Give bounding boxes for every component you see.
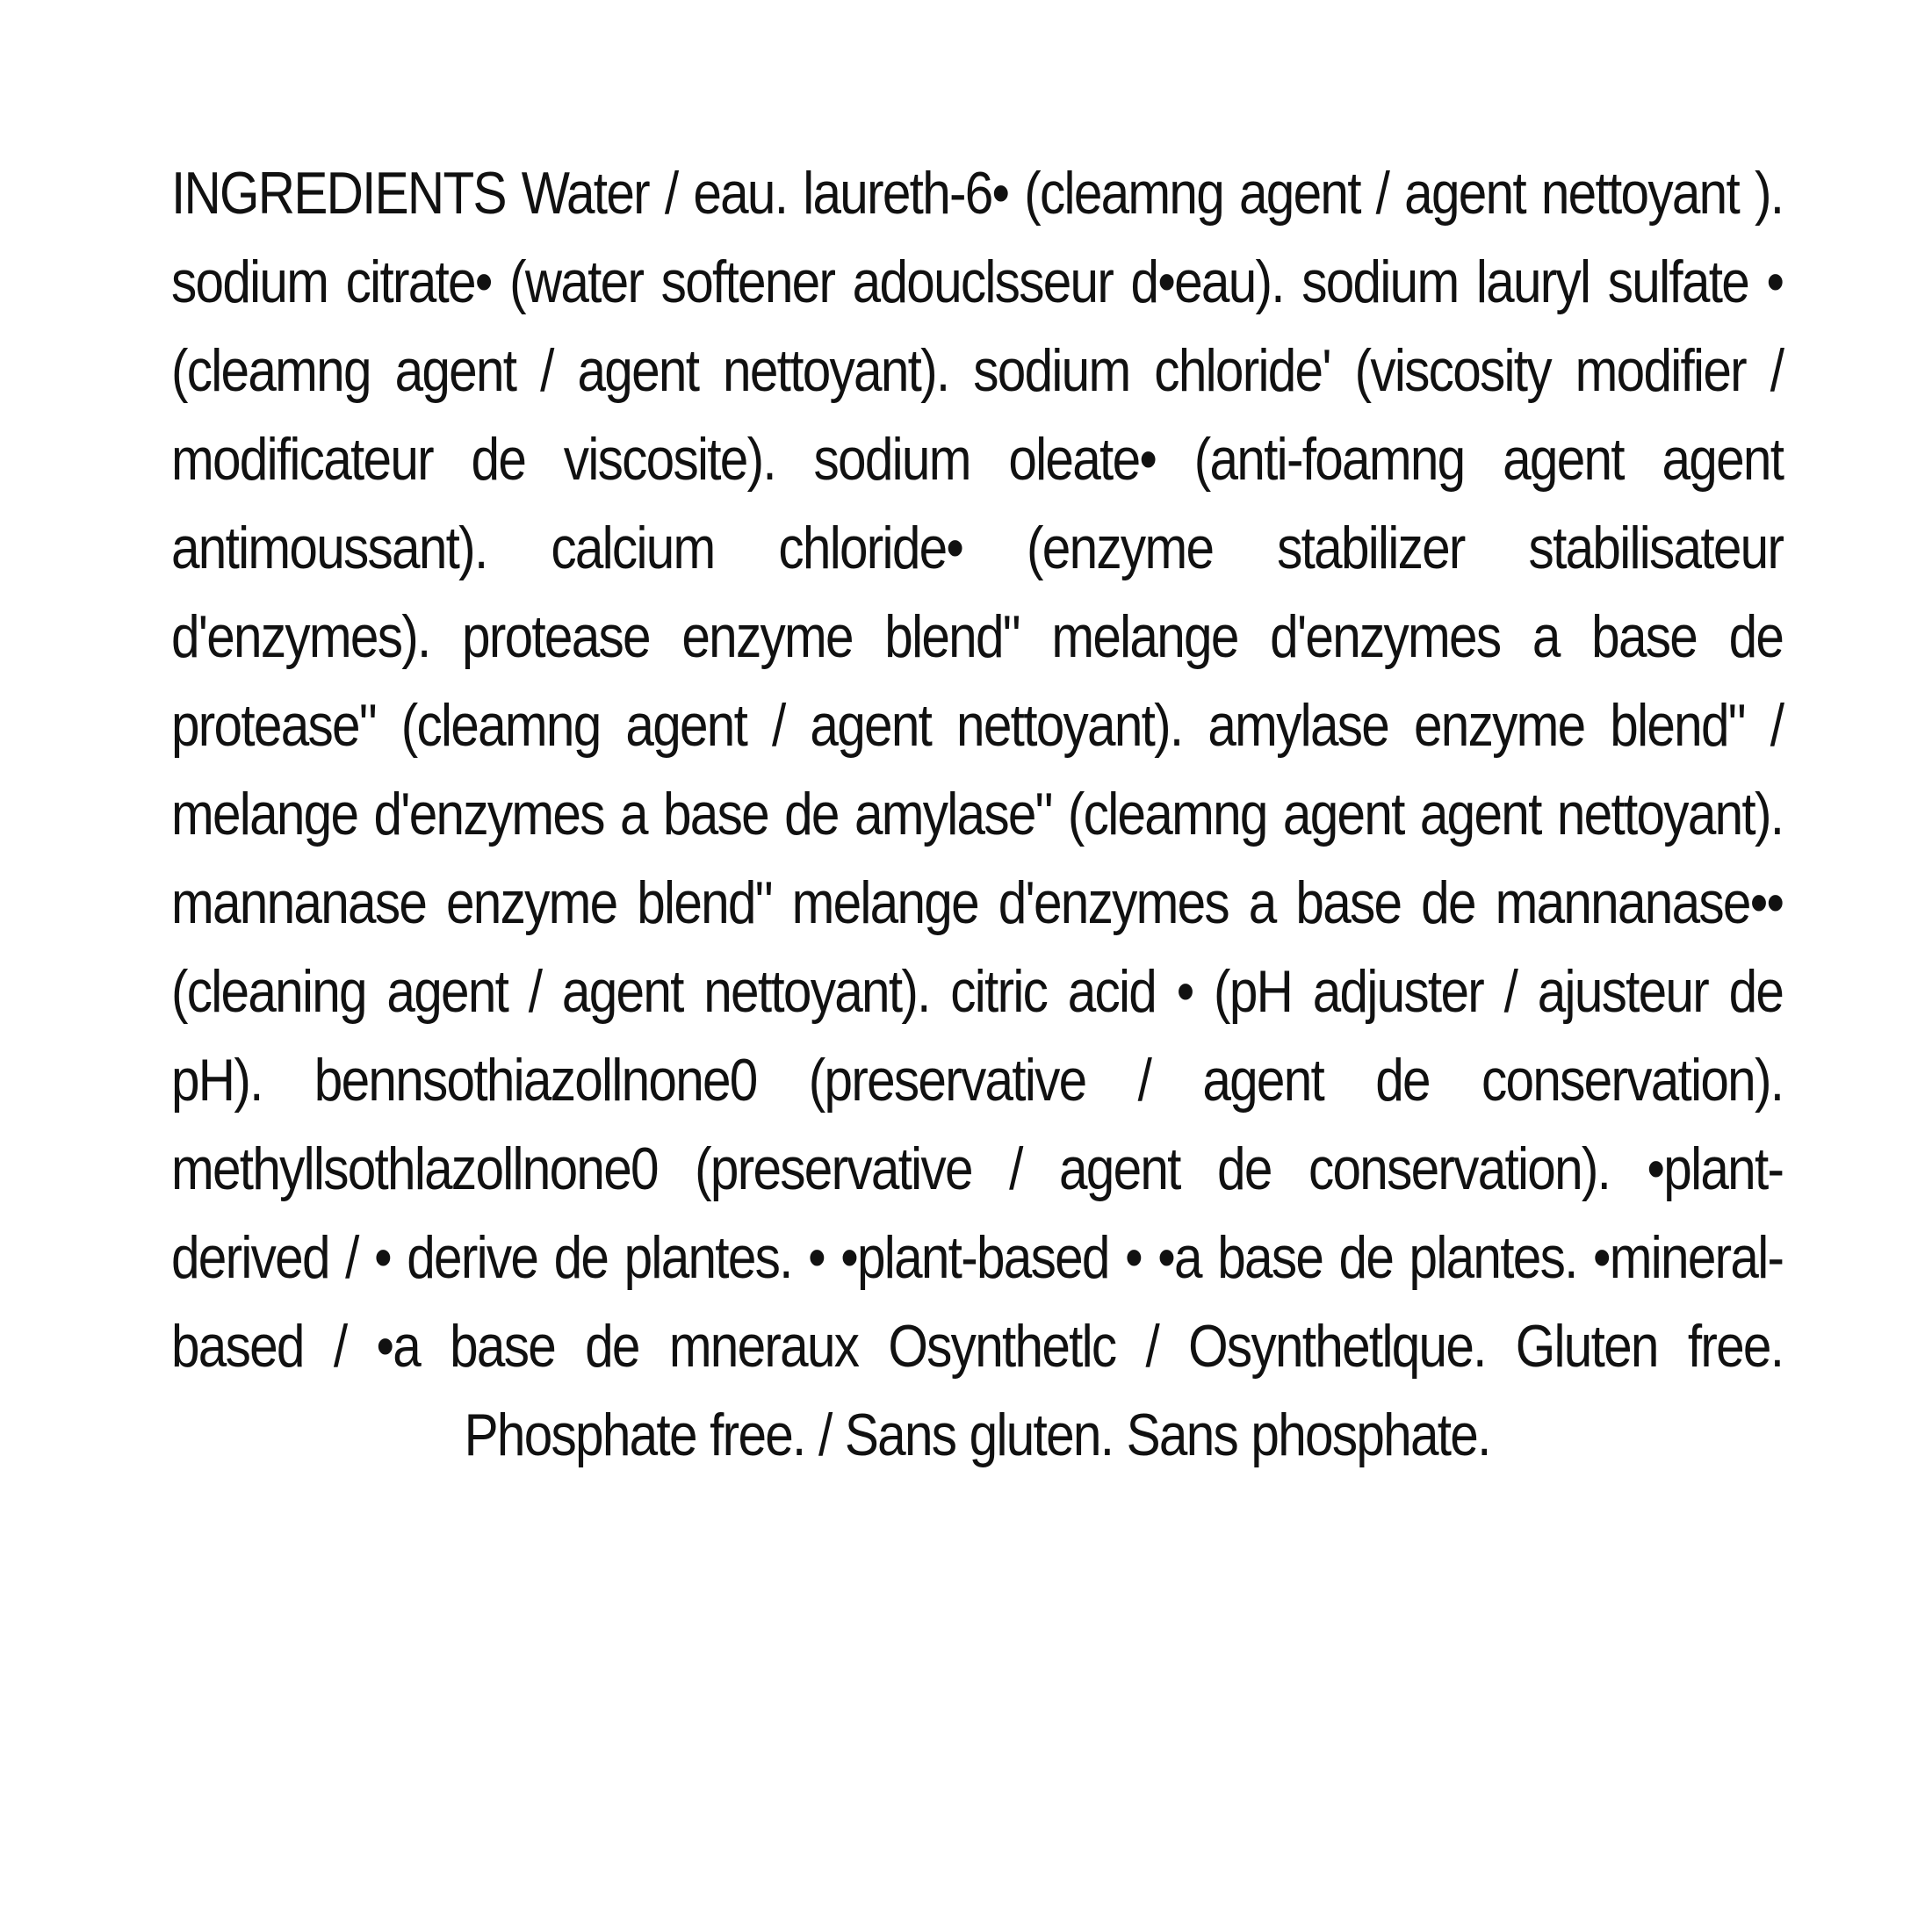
- ingredients-paragraph: INGREDIENTS Water / eau. laureth-6• (cleamng agent / agent nettoyant ). sodium citrate• (water softener adouclsseur d•eau). sodium lauryl sulfate • (cleamng agent / agent nettoyant). sodium chloride' (viscosity modifier / modificateur de viscosite). sodium oleate• (anti-foamng agent agent antimoussant). calcium chloride• (enzyme stabilizer stabilisateur d'enzymes). protease enzyme blend" melange d'enzymes a base de protease" (cleamng agent / agent nettoyant). amylase enzyme blend" / melange d'enzymes a base de amylase" (cleamng agent agent nettoyant). mannanase enzyme blend" melange d'enzymes a base de mannanase•• (cleaning agent / agent nettoyant). citric acid • (pH adjuster / ajusteur de pH). bennsothiazollnone0 (preservative / agent de conservation). methyllsothlazollnone0 (preservative / agent de conservation). •plant-derived / • derive de plantes. • •plant-based • •a base de plantes. •mineral-based / •a base de mneraux Osynthetlc / Osynthetlque. Gluten free. Phosphate free. / Sans gluten. Sans phosphate.: [171, 160, 1784, 1468]
- ingredients-panel: [171, 149, 1783, 1677]
